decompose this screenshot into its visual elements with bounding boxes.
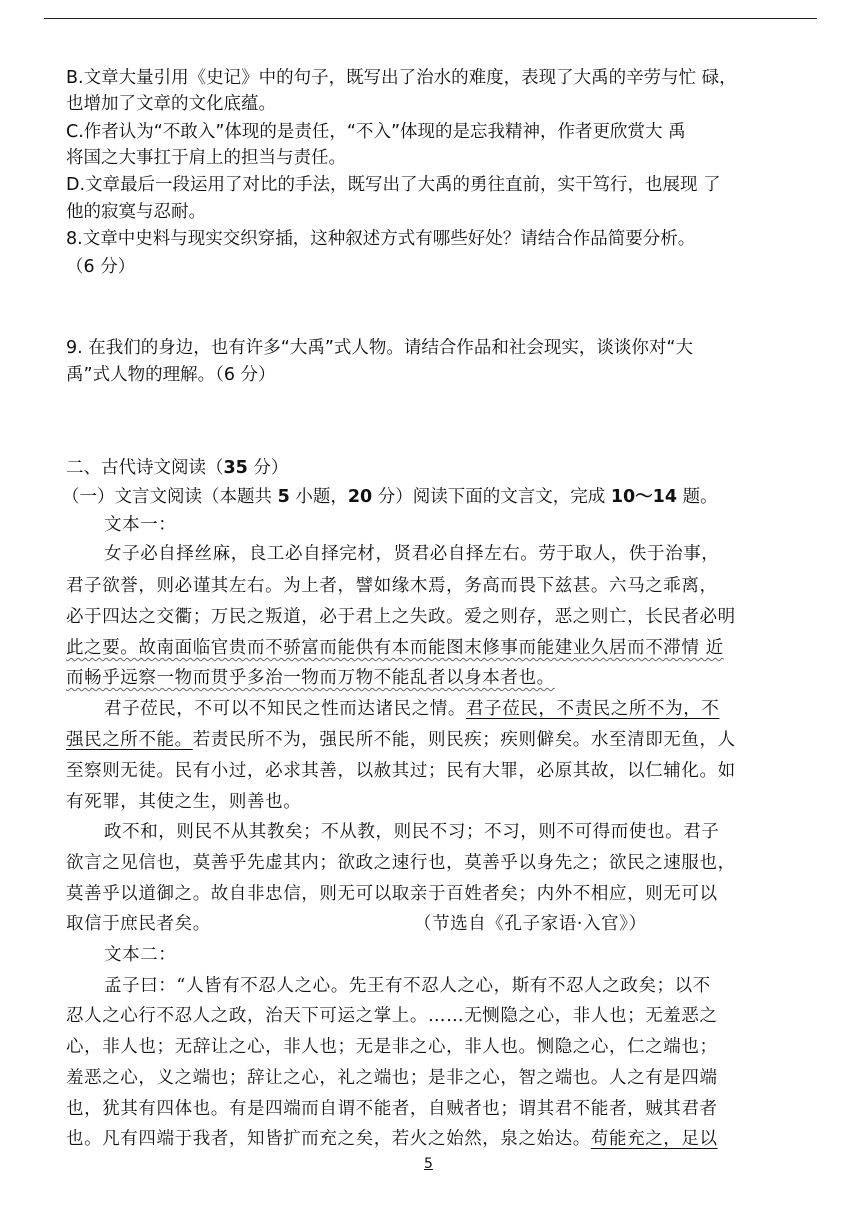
subsection-1-count: 5: [277, 487, 290, 507]
text-1-line-wavy: 而畅乎远察一物而贯乎多治一物而万物不能乱者以身本者也。: [66, 668, 555, 688]
text-2-label: 文本二：: [104, 945, 177, 965]
text-2-line: 心，非人也；无辞让之心，非人也；无是非之心，非人也。恻隐之心，仁之端也；: [66, 1037, 718, 1057]
text-1-source: （节选自《孔子家语·入官》）: [414, 914, 647, 934]
section-2-score: 35: [223, 458, 248, 478]
header-rule: [44, 18, 817, 19]
text-1-line: 取信于庶民者矣。: [66, 914, 211, 934]
text-2-segment: 也。凡有四端于我者，知皆扩而充之矣，若火之始然，泉之始达。: [66, 1129, 591, 1149]
subsection-1-text-a: （一）文言文阅读（本题共: [62, 487, 278, 507]
text-2-line: 忍人之心行不忍人之政，治天下可运之掌上。……无恻隐之心，非人也；无羞恶之: [66, 1006, 718, 1026]
text-1-underlined-segment: 君子莅民，不责民之所不为，不: [466, 699, 720, 719]
page-number: 5: [424, 1156, 433, 1172]
text-2-line: 也，犹其有四体也。有是四端而自谓不能者，自贼者也；谓其君不能者，贼其君者: [66, 1099, 718, 1119]
text-1-underlined-segment: 强民之所不能。: [66, 730, 193, 750]
text-1-line: 欲言之见信也，莫善乎先虚其内；欲政之速行也，莫善乎以身先之；欲民之速服也，: [66, 853, 736, 873]
text-1-line: 政不和，则民不从其教矣；不从教，则民不习；不习，则不可得而使也。君子: [104, 822, 720, 842]
text-1-segment: 君子莅民，不可以不知民之性而达诸民之情。: [104, 699, 466, 719]
text-1-line: [104, 701, 719, 719]
subsection-1-title: [62, 489, 718, 507]
question-9-line2: 禹”式人物的理解。（6 分）: [66, 365, 276, 385]
q7-option-d-line2: 他的寂寞与忍耐。: [66, 202, 206, 222]
text-1-line: 有死罪，其使之生，则善也。: [66, 792, 302, 812]
question-9-line1: 9. 在我们的身边，也有许多“大禹”式人物。请结合作品和社会现实，谈谈你对“大: [66, 338, 693, 358]
q7-option-c-line2: 将国之大事扛于肩上的担当与责任。: [66, 148, 346, 168]
text-1-line-wavy: 此之要。故南面临官贵而不骄富而能供有本而能图末修事而能建业久居而不滞情 近: [66, 638, 724, 658]
question-8-line1: 8.文章中史料与现实交织穿插，这种叙述方式有哪些好处？请结合作品简要分析。: [66, 229, 696, 249]
section-2-title: [66, 460, 288, 478]
subsection-1-text-g: 题。: [677, 487, 718, 507]
text-1-line: 至察则无徒。民有小过，必求其善，以赦其过；民有大罪，必原其故，以仁辅化。如: [66, 761, 736, 781]
q7-option-c-line1: C.作者认为“不敢入”体现的是责任，“不入”体现的是忘我精神，作者更欣赏大 禹: [66, 122, 686, 142]
text-1-line: 必于四达之交衢；万民之叛道，必于君上之失政。爱之则存，恶之则亡，长民者必明: [66, 607, 736, 627]
text-1-line: 君子欲誉，则必谨其左右。为上者，譬如缘木焉，务高而畏下兹甚。六马之乖离，: [66, 576, 718, 596]
text-2-line: 孟子曰：“人皆有不忍人之心。先王有不忍人之心，斯有不忍人之政矣；以不: [104, 976, 711, 996]
q7-option-d-line1: D.文章最后一段运用了对比的手法，既写出了大禹的勇往直前，实干笃行，也展现 了: [66, 175, 721, 195]
text-1-line: [66, 732, 736, 750]
subsection-1-score: 20: [347, 487, 373, 507]
text-1-label: 文本一：: [104, 515, 177, 535]
q7-option-b-line2: 也增加了文章的文化底蕴。: [66, 94, 276, 114]
subsection-1-text-c: 小题，: [289, 487, 348, 507]
text-1-line: 莫善乎以道御之。故自非忠信，则无可以取亲于百姓者矣；内外不相应，则无可以: [66, 884, 718, 904]
text-2-line: [66, 1131, 718, 1149]
subsection-1-range: 10～14: [610, 487, 678, 507]
text-1-line: 女子必自择丝麻，良工必自择完材，贤君必自择左右。劳于取人，佚于治事，: [104, 544, 720, 564]
q7-option-b-line1: B.文章大量引用《史记》中的句子，既写出了治水的难度，表现了大禹的辛劳与忙 碌，: [66, 68, 737, 88]
section-2-title-pre: 二、古代诗文阅读（: [66, 458, 224, 478]
section-2-title-post: 分）: [247, 458, 289, 478]
text-2-line: 羞恶之心，义之端也；辞让之心，礼之端也；是非之心，智之端也。人之有是四端: [66, 1068, 718, 1088]
text-2-underlined-segment: 苟能充之，足以: [590, 1129, 718, 1149]
subsection-1-text-e: 分）阅读下面的文言文，完成: [372, 487, 611, 507]
question-8-line2: （6 分）: [66, 257, 136, 277]
text-1-segment: 若责民所不为，强民所不能，则民疾；疾则僻矣。水至清即无鱼，人: [192, 730, 736, 750]
